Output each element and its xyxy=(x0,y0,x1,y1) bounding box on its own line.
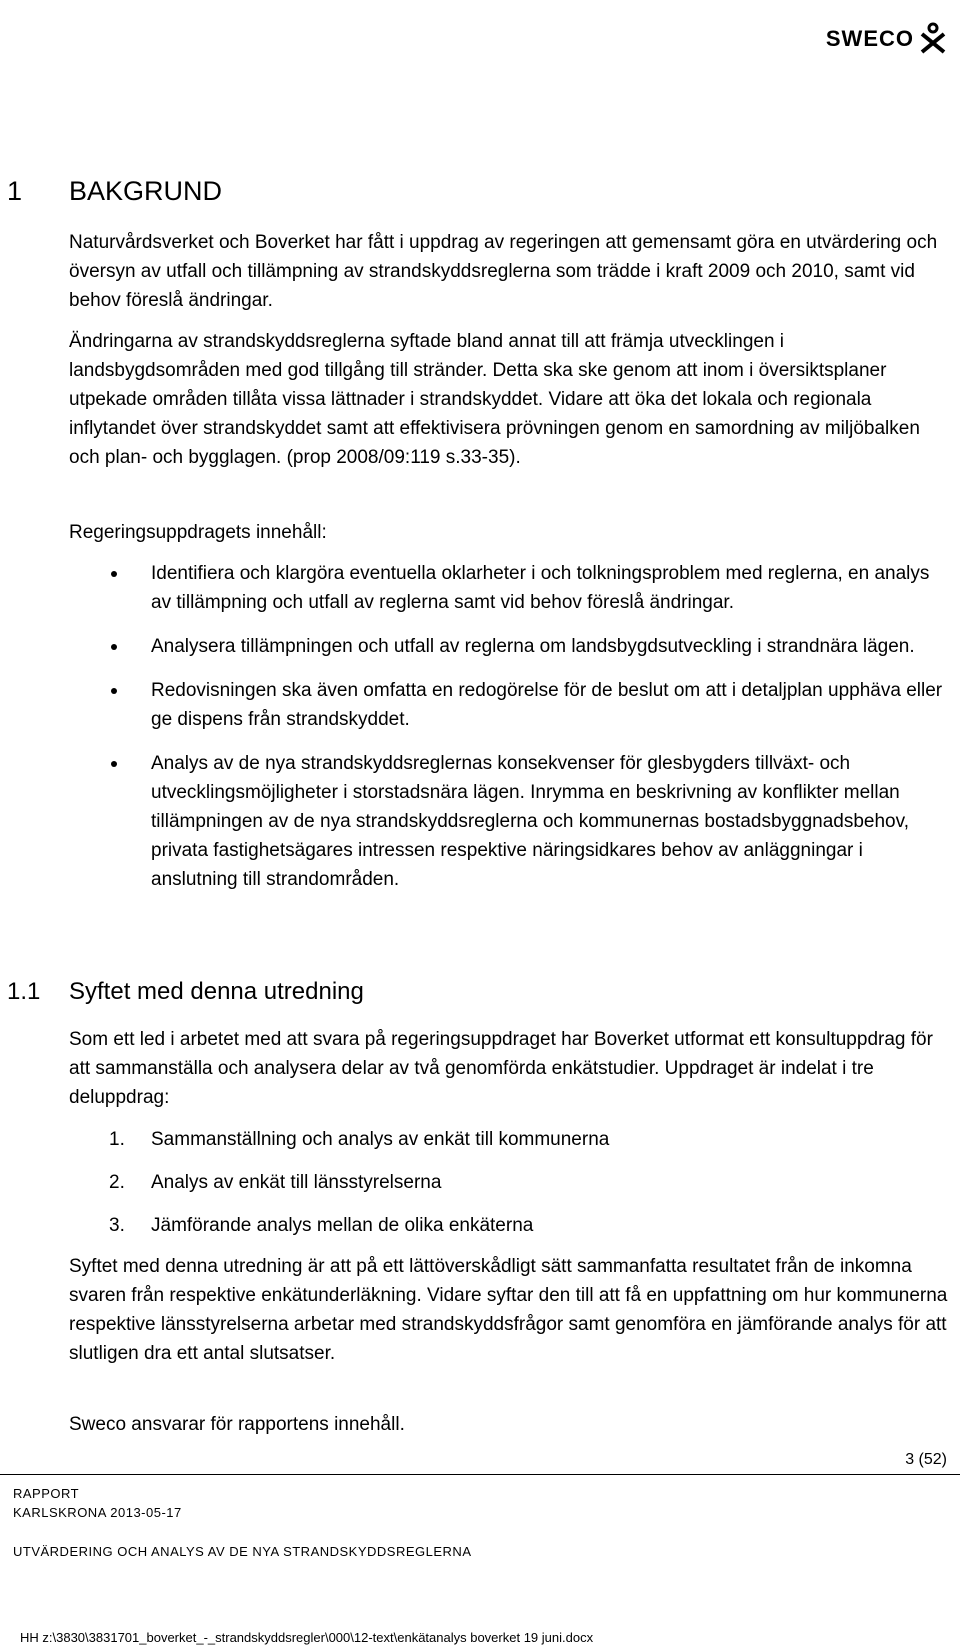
subsection-heading xyxy=(7,978,364,1006)
list-item-text: Analysera tillämpningen och utfall av reglerna om landsbygdsutveckling i strandnära lägen. xyxy=(151,636,915,657)
list-item-number: 3. xyxy=(109,1215,125,1236)
list-item-text: Identifiera och klargöra eventuella oklarheter i och tolkningsproblem med reglerna, en analys av tillämpning och utfall av reglerna samt vid behov föreslå ändringar. xyxy=(151,563,930,613)
footer-file-path: HH z:\3830\3831701_boverket_-_strandskyddsregler\000\12-text\enkätanalys boverket 19 juni.docx xyxy=(20,1630,594,1645)
footer-divider xyxy=(0,1474,960,1475)
list-item xyxy=(69,1125,949,1154)
paragraph: Som ett led i arbetet med att svara på regeringsuppdraget har Boverket utformat ett konsultuppdrag för att sammanställa och analysera delar av två genomförda enkätstudier. Uppdraget är indelat i tre deluppdrag: xyxy=(69,1029,933,1108)
sweco-mark-icon xyxy=(916,20,950,54)
bullet-icon xyxy=(111,761,117,767)
list-item-text: Sammanställning och analys av enkät till kommunerna xyxy=(151,1129,610,1150)
paragraph: Sweco ansvarar för rapportens innehåll. xyxy=(69,1414,405,1435)
list-item xyxy=(69,1168,949,1197)
paragraph: Ändringarna av strandskyddsreglerna syftade bland annat till att främja utvecklingen i landsbygdsområden med god tillgång till stränder. Detta ska ske genom att inom i översiktsplaner utpekade områden tillåta vissa lättnader i strandskyddet. Vidare att öka det lokala och regionala inflytandet över strandskyddet samt att effektivisera prövningen genom en samordning av miljöbalken och plan- och bygglagen. (prop 2008/09:119 s.33-35). xyxy=(69,331,920,468)
footer-doc-type: RAPPORT xyxy=(13,1486,80,1501)
section-number: 1 xyxy=(7,176,23,206)
list-item xyxy=(69,676,949,734)
subsection-title: Syftet med denna utredning xyxy=(69,978,364,1005)
logo-text: SWECO xyxy=(825,26,914,51)
list-item xyxy=(69,749,949,894)
sweco-logo xyxy=(810,20,950,52)
list-item-number: 1. xyxy=(109,1129,125,1150)
list-item-text: Analys av de nya strandskyddsreglernas konsekvenser för glesbygders tillväxt- och utvecklingsmöjligheter i storstadsnära lägen. Inrymma en beskrivning av konflikter mellan tillämpningen av de nya strandskyddsreglerna och kommunernas bostadsbyggnadsbehov, privata fastighetsägares intressen respektive näringsidkares behov av anläggningar i anslutning till strandområden. xyxy=(151,753,909,890)
list-item xyxy=(69,559,949,617)
list-item-text: Redovisningen ska även omfatta en redogörelse för de beslut om att i detaljplan upphäva eller ge dispens från strandskyddet. xyxy=(151,680,943,730)
bullet-icon xyxy=(111,688,117,694)
list-item-text: Jämförande analys mellan de olika enkäterna xyxy=(151,1215,534,1236)
paragraph: Regeringsuppdragets innehåll: xyxy=(69,522,327,543)
numbered-list xyxy=(69,1125,949,1254)
paragraph: Syftet med denna utredning är att på ett lättöverskådligt sätt sammanfatta resultatet från de inkomna svaren från respektive enkätunderläkning. Vidare syftar den till att få en uppfattning om hur kommunerna respektive länsstyrelserna arbetar med strandskyddsfrågor samt genomföra en jämförande analys för att slutligen dra ett antal slutsatser. xyxy=(69,1256,948,1364)
bullet-icon xyxy=(111,571,117,577)
bullet-list xyxy=(69,559,949,909)
section-title: BAKGRUND xyxy=(69,176,223,206)
list-item-text: Analys av enkät till länsstyrelserna xyxy=(151,1172,442,1193)
paragraph: Naturvårdsverket och Boverket har fått i uppdrag av regeringen att gemensamt göra en utvärdering och översyn av utfall och tillämpning av strandskyddsreglerna som trädde i kraft 2009 och 2010, samt vid behov föreslå ändringar. xyxy=(69,232,938,311)
list-item xyxy=(69,1211,949,1240)
bullet-icon xyxy=(111,644,117,650)
list-item xyxy=(69,632,949,661)
section-heading xyxy=(7,176,222,207)
footer-title: UTVÄRDERING OCH ANALYS AV DE NYA STRANDSKYDDSREGLERNA xyxy=(13,1544,472,1559)
footer-place-date: KARLSKRONA 2013-05-17 xyxy=(13,1505,182,1520)
list-item-number: 2. xyxy=(109,1172,125,1193)
page-number: 3 (52) xyxy=(905,1451,947,1468)
subsection-number: 1.1 xyxy=(7,978,41,1005)
